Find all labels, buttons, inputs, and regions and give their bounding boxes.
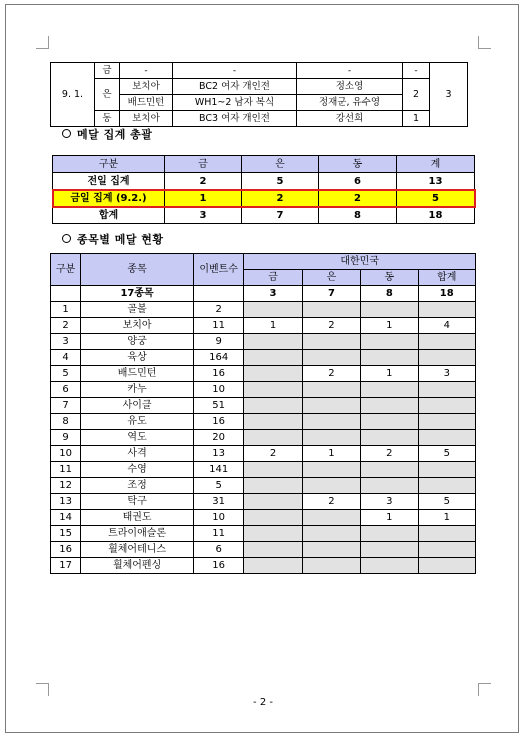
total-cell: 4	[418, 318, 475, 334]
section-title-text: 종목별 메달 현황	[77, 233, 164, 246]
no-cell: 3	[51, 334, 81, 350]
sport-cell: 배드민턴	[120, 95, 173, 111]
silver-cell	[302, 350, 360, 366]
total-cell: 3	[418, 366, 475, 382]
no-cell: 14	[51, 510, 81, 526]
athlete-cell: -	[297, 63, 403, 79]
sport-cell: 골볼	[81, 302, 194, 318]
header-cell: 동	[319, 156, 397, 173]
silver-cell: 7	[242, 207, 319, 224]
total-cell: 1	[418, 510, 475, 526]
table-row	[53, 173, 475, 190]
gold-cell	[244, 302, 302, 318]
gold-cell	[244, 478, 302, 494]
silver-cell	[302, 414, 360, 430]
total-cell	[418, 398, 475, 414]
no-cell: 2	[51, 318, 81, 334]
table-row	[51, 478, 476, 494]
total-cell	[418, 350, 475, 366]
events-cell: 141	[193, 462, 243, 478]
silver-cell	[302, 510, 360, 526]
silver-cell: 2	[242, 190, 319, 207]
header-cell: 동	[361, 270, 418, 286]
total-cell: 18	[397, 207, 475, 224]
event-cell: BC3 여자 개인전	[173, 111, 297, 127]
gold-cell: 2	[165, 173, 242, 190]
section-title-text: 메달 집계 총괄	[77, 128, 153, 141]
bronze-cell: 2	[319, 190, 397, 207]
total-cell: 5	[418, 446, 475, 462]
sport-cell: 보치아	[81, 318, 194, 334]
header-cell: 은	[242, 156, 319, 173]
header-cell: 계	[397, 156, 475, 173]
bronze-cell: 2	[361, 446, 418, 462]
gold-cell	[244, 430, 302, 446]
total-cell	[418, 382, 475, 398]
count-cell: 1	[403, 111, 430, 127]
table-row-highlighted	[53, 190, 475, 207]
events-cell: 20	[193, 430, 243, 446]
sport-cell: 카누	[81, 382, 194, 398]
sport-cell: 탁구	[81, 494, 194, 510]
silver-cell	[302, 478, 360, 494]
no-cell: 10	[51, 446, 81, 462]
medal-summary-table	[52, 155, 475, 224]
gold-cell	[244, 382, 302, 398]
total-cell	[418, 558, 475, 574]
events-cell: 10	[193, 382, 243, 398]
sport-cell: 휠체어펜싱	[81, 558, 194, 574]
gold-cell	[244, 494, 302, 510]
total-cell: 5	[397, 190, 475, 207]
silver-cell: 2	[302, 318, 360, 334]
athlete-cell: 강선희	[297, 111, 403, 127]
total-cell	[418, 542, 475, 558]
silver-cell	[302, 542, 360, 558]
bronze-cell	[361, 526, 418, 542]
no-cell: 5	[51, 366, 81, 382]
sport-cell: 17종목	[81, 286, 194, 302]
sport-cell: 사이클	[81, 398, 194, 414]
medal-cell: 금	[95, 63, 120, 79]
sport-cell: 배드민턴	[81, 366, 194, 382]
no-cell: 7	[51, 398, 81, 414]
table-row	[51, 462, 476, 478]
events-cell: 51	[193, 398, 243, 414]
athlete-cell: 정재군, 유수영	[297, 95, 403, 111]
table-row	[51, 79, 468, 95]
gold-cell	[244, 526, 302, 542]
events-cell: 10	[193, 510, 243, 526]
medal-cell: 은	[95, 79, 120, 111]
no-cell: 1	[51, 302, 81, 318]
total-cell: 18	[418, 286, 475, 302]
no-cell: 4	[51, 350, 81, 366]
table-row	[51, 366, 476, 382]
silver-cell	[302, 398, 360, 414]
gold-cell: 3	[244, 286, 302, 302]
gold-cell: 2	[244, 446, 302, 462]
events-cell: 16	[193, 366, 243, 382]
row-label: 금일 집계 (9.2.)	[53, 190, 165, 207]
silver-cell	[302, 558, 360, 574]
table-row	[51, 302, 476, 318]
total-cell: 3	[430, 63, 468, 127]
header-cell: 구분	[53, 156, 165, 173]
silver-cell	[302, 430, 360, 446]
total-cell: 13	[397, 173, 475, 190]
bullet-icon	[62, 234, 71, 243]
daily-results-table	[50, 62, 468, 127]
bronze-cell	[361, 302, 418, 318]
event-cell: -	[173, 63, 297, 79]
header-cell: 구분	[51, 254, 81, 286]
sport-cell: 양궁	[81, 334, 194, 350]
sport-cell: 트라이애슬론	[81, 526, 194, 542]
gold-cell	[244, 334, 302, 350]
row-label: 전일 집계	[53, 173, 165, 190]
bronze-cell: 1	[361, 510, 418, 526]
silver-cell	[302, 334, 360, 350]
bronze-cell: 8	[361, 286, 418, 302]
table-row	[51, 382, 476, 398]
silver-cell: 2	[302, 494, 360, 510]
table-header-row	[53, 156, 475, 173]
bronze-cell: 6	[319, 173, 397, 190]
section-title-event-medals	[62, 231, 164, 247]
bullet-icon	[62, 129, 71, 138]
table-row	[51, 63, 468, 79]
header-cell: 은	[302, 270, 360, 286]
events-cell: 2	[193, 302, 243, 318]
silver-cell	[302, 462, 360, 478]
sport-cell: 휠체어테니스	[81, 542, 194, 558]
section-title-medal-summary	[62, 126, 152, 142]
sport-cell: 보치아	[120, 111, 173, 127]
table-row	[51, 430, 476, 446]
no-cell: 11	[51, 462, 81, 478]
no-cell: 13	[51, 494, 81, 510]
header-cell: 금	[244, 270, 302, 286]
events-cell: 164	[193, 350, 243, 366]
table-header-row	[51, 254, 476, 270]
gold-cell	[244, 398, 302, 414]
sport-cell: 수영	[81, 462, 194, 478]
table-row	[51, 111, 468, 127]
table-row	[51, 350, 476, 366]
silver-cell	[302, 526, 360, 542]
table-row	[51, 542, 476, 558]
silver-cell: 1	[302, 446, 360, 462]
crop-mark-bottom-left	[36, 683, 49, 696]
silver-cell: 2	[302, 366, 360, 382]
total-cell	[418, 302, 475, 318]
silver-cell: 7	[302, 286, 360, 302]
total-cell	[418, 526, 475, 542]
total-cell	[418, 430, 475, 446]
events-cell: 11	[193, 526, 243, 542]
sport-cell: 조정	[81, 478, 194, 494]
sport-cell: -	[120, 63, 173, 79]
header-cell: 금	[165, 156, 242, 173]
bronze-cell	[361, 542, 418, 558]
no-cell: 12	[51, 478, 81, 494]
gold-cell	[244, 366, 302, 382]
events-cell: 31	[193, 494, 243, 510]
events-cell: 5	[193, 478, 243, 494]
no-cell: 17	[51, 558, 81, 574]
bronze-cell: 1	[361, 366, 418, 382]
table-row	[51, 398, 476, 414]
bronze-cell	[361, 350, 418, 366]
crop-mark-top-left	[36, 36, 49, 49]
bronze-cell: 8	[319, 207, 397, 224]
no-cell: 8	[51, 414, 81, 430]
table-row	[51, 494, 476, 510]
gold-cell	[244, 542, 302, 558]
table-row	[51, 446, 476, 462]
crop-mark-bottom-right	[478, 683, 491, 696]
bronze-cell	[361, 334, 418, 350]
bronze-cell	[361, 382, 418, 398]
date-cell: 9. 1.	[51, 63, 95, 127]
events-cell	[193, 286, 243, 302]
sport-cell: 사격	[81, 446, 194, 462]
table-row	[53, 207, 475, 224]
sport-cell: 보치아	[120, 79, 173, 95]
no-cell	[51, 286, 81, 302]
crop-mark-top-right	[478, 36, 491, 49]
bronze-cell	[361, 398, 418, 414]
page-number: - 2 -	[253, 697, 273, 708]
no-cell: 15	[51, 526, 81, 542]
table-row	[51, 558, 476, 574]
silver-cell: 5	[242, 173, 319, 190]
gold-cell	[244, 558, 302, 574]
total-cell	[418, 334, 475, 350]
bronze-cell: 3	[361, 494, 418, 510]
medal-cell: 동	[95, 111, 120, 127]
total-cell: 5	[418, 494, 475, 510]
event-medals-table	[50, 253, 476, 574]
gold-cell: 1	[244, 318, 302, 334]
table-row	[51, 334, 476, 350]
header-cell: 종목	[81, 254, 194, 286]
header-cell: 합계	[418, 270, 475, 286]
gold-cell	[244, 510, 302, 526]
count-cell: 2	[403, 79, 430, 111]
table-row	[51, 526, 476, 542]
event-cell: WH1~2 남자 복식	[173, 95, 297, 111]
bronze-cell: 1	[361, 318, 418, 334]
table-row	[51, 510, 476, 526]
table-row	[51, 414, 476, 430]
bronze-cell	[361, 462, 418, 478]
no-cell: 16	[51, 542, 81, 558]
gold-cell	[244, 414, 302, 430]
events-cell: 11	[193, 318, 243, 334]
summary-row	[51, 286, 476, 302]
gold-cell	[244, 462, 302, 478]
events-cell: 9	[193, 334, 243, 350]
gold-cell: 3	[165, 207, 242, 224]
row-label: 합계	[53, 207, 165, 224]
total-cell	[418, 462, 475, 478]
event-cell: BC2 여자 개인전	[173, 79, 297, 95]
sport-cell: 육상	[81, 350, 194, 366]
header-cell: 이벤트수	[193, 254, 243, 286]
gold-cell	[244, 350, 302, 366]
silver-cell	[302, 302, 360, 318]
bronze-cell	[361, 478, 418, 494]
events-cell: 16	[193, 558, 243, 574]
sport-cell: 역도	[81, 430, 194, 446]
sport-cell: 태권도	[81, 510, 194, 526]
events-cell: 16	[193, 414, 243, 430]
events-cell: 13	[193, 446, 243, 462]
sport-cell: 유도	[81, 414, 194, 430]
gold-cell: 1	[165, 190, 242, 207]
total-cell	[418, 478, 475, 494]
bronze-cell	[361, 430, 418, 446]
no-cell: 6	[51, 382, 81, 398]
bronze-cell	[361, 558, 418, 574]
header-cell-country: 대한민국	[244, 254, 476, 270]
table-row	[51, 318, 476, 334]
athlete-cell: 정소영	[297, 79, 403, 95]
total-cell	[418, 414, 475, 430]
bronze-cell	[361, 414, 418, 430]
silver-cell	[302, 382, 360, 398]
events-cell: 6	[193, 542, 243, 558]
count-cell: -	[403, 63, 430, 79]
no-cell: 9	[51, 430, 81, 446]
